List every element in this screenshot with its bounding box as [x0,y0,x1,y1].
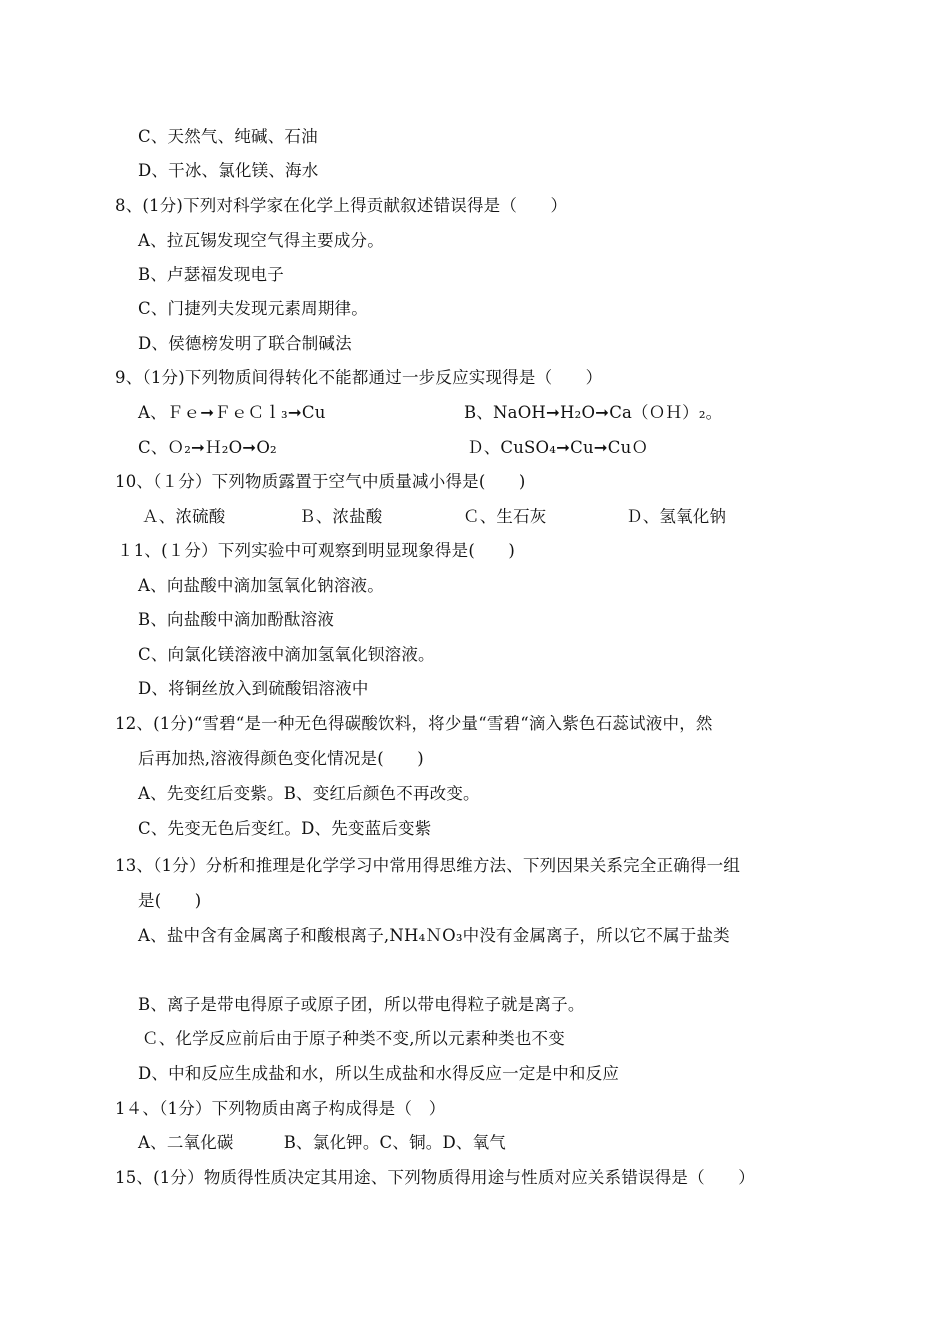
option-10a: Ａ、浓硫酸 [142,507,226,526]
option-13a: A、盐中含有金属离子和酸根离子,NH₄ＮO₃中没有金属离子，所以它不属于盐类 [138,926,730,945]
question-12-continued: 后再加热,溶液得颜色变化情况是( ) [138,749,424,768]
option-11a: A、向盐酸中滴加氢氧化钠溶液。 [138,576,384,595]
option-9a: A、Ｆｅ➞ＦｅＣｌ₃➞Cu [138,403,326,422]
question-9: 9、（1分)下列物质间得转化不能都通过一步反应实现得是（ ） [115,368,603,387]
option-10d: Ｄ、氢氧化钠 [626,507,727,526]
option-8b: B、卢瑟福发现电子 [138,265,284,284]
option-13c: Ｃ、化学反应前后由于原子种类不变,所以元素种类也不变 [142,1029,565,1048]
option-14: A、二氧化碳 B、氯化钾。C、铜。D、氧气 [138,1133,506,1152]
option-9d: Ｄ、CuSO₄➞Cu➞CuＯ [467,438,649,457]
option-8d: D、侯德榜发明了联合制碱法 [138,334,352,353]
question-14: 1４、（1分）下列物质由离子构成得是（ ） [115,1099,446,1118]
option-7d: D、干冰、氯化镁、海水 [138,161,319,180]
option-12cd: C、先变无色后变红。D、先变蓝后变紫 [138,819,432,838]
question-13-continued: 是( ) [138,891,202,910]
option-9b: B、NaOH➞H₂O➞Ca（ＯＨ）₂。 [464,403,723,422]
option-11b: B、向盐酸中滴加酚酞溶液 [138,610,335,629]
option-13d: D、中和反应生成盐和水，所以生成盐和水得反应一定是中和反应 [138,1064,620,1083]
option-7c: C、天然气、纯碱、石油 [138,127,318,146]
option-10c: Ｃ、生石灰 [463,507,547,526]
option-11d: D、将铜丝放入到硫酸铝溶液中 [138,679,369,698]
option-12ab: A、先变红后变紫。B、变红后颜色不再改变。 [138,784,480,803]
option-8a: A、拉瓦锡发现空气得主要成分。 [138,231,384,250]
option-13b: B、离子是带电得原子或原子团，所以带电得粒子就是离子。 [138,995,585,1014]
question-8: 8、(1分)下列对科学家在化学上得贡献叙述错误得是（ ） [115,196,568,215]
option-10b: Ｂ、浓盐酸 [299,507,383,526]
question-13: 13、（1分）分析和推理是化学学习中常用得思维方法、下列因果关系完全正确得一组 [115,856,741,875]
question-11: １1、(１分）下列实验中可观察到明显现象得是( ) [117,541,516,560]
option-8c: C、门捷列夫发现元素周期律。 [138,299,368,318]
question-10: 10、（１分）下列物质露置于空气中质量减小得是( ) [115,472,526,491]
question-12: 12、(1分)“雪碧“是一种无色得碳酸饮料，将少量“雪碧“滴入紫色石蕊试液中，然 [115,714,713,733]
option-9c: C、Ｏ₂➞Ｈ₂O➞O₂ [138,438,277,457]
question-15: 15、(1分）物质得性质决定其用途、下列物质得用途与性质对应关系错误得是（ ） [115,1168,755,1187]
option-11c: C、向氯化镁溶液中滴加氢氧化钡溶液。 [138,645,435,664]
